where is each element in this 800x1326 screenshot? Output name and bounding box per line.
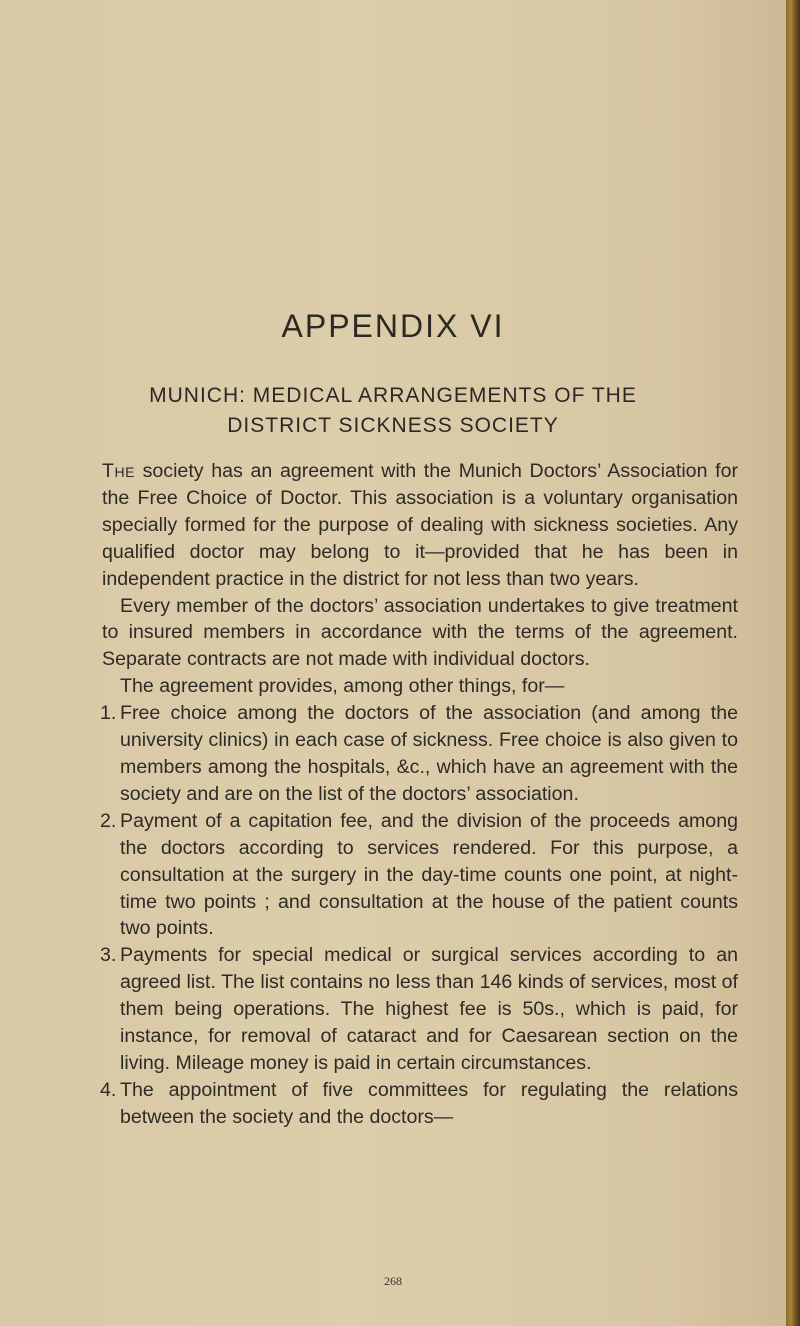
list-item-number: 2. <box>100 809 117 832</box>
page-number: 268 <box>384 1274 402 1288</box>
list-item-text: Payments for special medical or surgical services according to an agreed list. The list contains no less than 146 kinds of services, most of them being operations. The highest fee is 50s., which is paid, for instance, for removal of cataract and for Caesarean section on the living. Mileage money is paid in certain circumstances. <box>120 944 738 1074</box>
list-item-text: The appointment of five committees for regulating the relations between the society and the doctors— <box>120 1078 738 1128</box>
appendix-title: APPENDIX VI <box>281 308 505 344</box>
list-item-number: 3. <box>100 944 117 967</box>
paragraph-3: The agreement provides, among other things, for— <box>120 675 565 698</box>
list-item-text: Free choice among the doctors of the association (and among the university clinics) in each case of sickness. Free choice is also given to members among the hospitals, &c., which have an agreement with the society and are on the list of the doctors’ association. <box>120 702 738 805</box>
body-text <box>102 458 738 1131</box>
list-item-text: Payment of a capitation fee, and the division of the proceeds among the doctors according to services rendered. For this purpose, a consultation at the surgery in the day-time counts one point, at night-time two points ; and consultation at the house of the patient counts two points. <box>120 809 738 940</box>
page-edge <box>786 0 800 1326</box>
subtitle-line-1: MUNICH: MEDICAL ARRANGEMENTS OF THE <box>149 384 637 407</box>
list-item-number: 1. <box>100 702 117 725</box>
paragraph-1-lead: The <box>102 460 135 482</box>
list-item <box>102 808 738 943</box>
list-item <box>102 1077 738 1131</box>
paragraph-2: Every member of the doctors’ association undertakes to give treatment to insured members in accordance with the terms of the agreement. Separate contracts are not made with individual doctors. <box>102 594 738 671</box>
list-item <box>102 942 738 1077</box>
paragraph-1-text: society has an agreement with the Munich Doctors’ Association for the Free Choice of Doctor. This association is a voluntary organisation specially formed for the purpose of dealing with sickness societies. Any qualified doctor may belong to it—provided that he has been in independent practice in the district for not less than two years. <box>102 460 738 590</box>
list-item-number: 4. <box>100 1078 117 1101</box>
paragraph-1 <box>102 458 738 593</box>
list-item <box>102 700 738 808</box>
subtitle-line-2: DISTRICT SICKNESS SOCIETY <box>227 414 559 437</box>
